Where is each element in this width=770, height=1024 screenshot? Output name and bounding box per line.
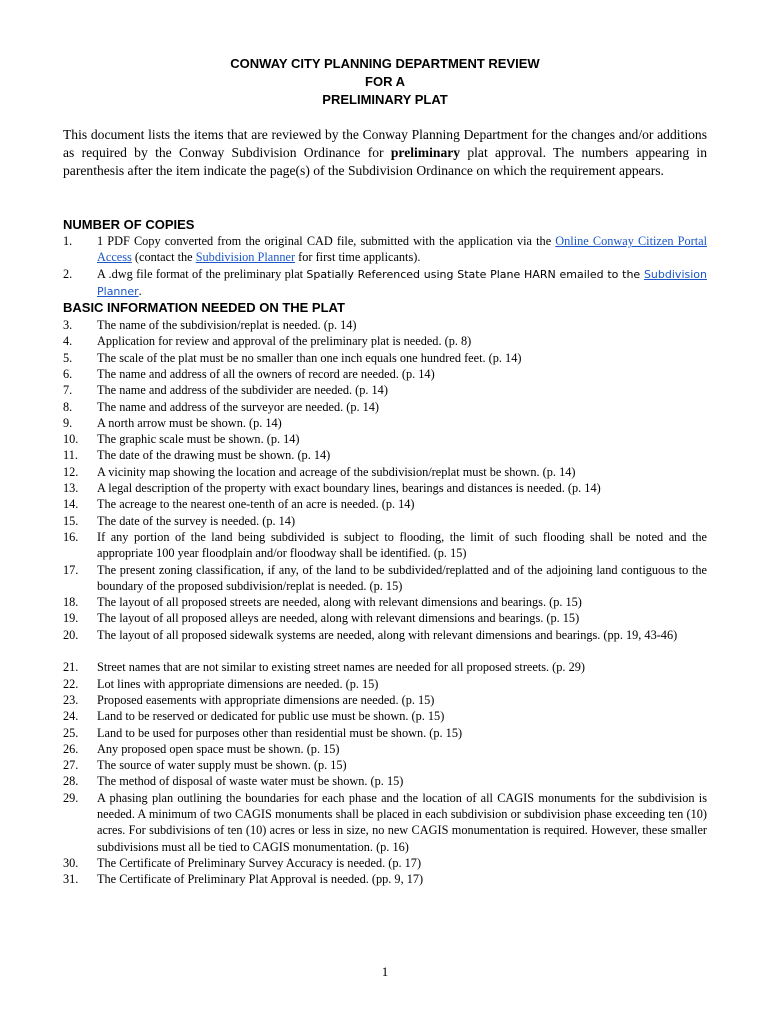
item-text: Lot lines with appropriate dimensions are needed. (p. 15)	[97, 676, 379, 691]
item-text: The date of the drawing must be shown. (p. 14)	[97, 448, 331, 463]
intro-bold-word: preliminary	[390, 145, 461, 160]
item-text: Any proposed open space must be shown. (p. 15)	[97, 741, 340, 756]
item-text: The date of the survey is needed. (p. 14)	[97, 513, 296, 528]
item-text: The name of the subdivision/replat is needed. (p. 14)	[97, 318, 357, 332]
item-number: 13.	[63, 481, 79, 495]
item-number: 12.	[63, 464, 79, 479]
item-number: 6.	[63, 366, 73, 381]
item-text: A vicinity map showing the location and acreage of the subdivision/replat must be shown. (p. 14)	[97, 464, 576, 479]
item-text: A legal description of the property with exact boundary lines, bearings and distances is needed. (p. 14)	[97, 481, 601, 495]
item-text: The method of disposal of waste water must be shown. (p. 15)	[97, 774, 404, 789]
item-text: The present zoning classification, if any, of the land to be subdivided/replatted and of the adjoining land contiguous to the boundary of the proposed subdivision/replat is needed. (p. 15)	[97, 562, 707, 593]
item-text: The name and address of the surveyor are needed. (p. 14)	[97, 399, 380, 414]
item-text-part: A .dwg file format of the preliminary plat	[97, 267, 307, 281]
item-text-part: .	[138, 284, 142, 299]
item-number: 5.	[63, 350, 73, 365]
item-text-part: for first time applicants).	[295, 250, 421, 265]
item-number: 31.	[63, 872, 79, 887]
intro-paragraph	[63, 126, 707, 180]
item-text	[97, 233, 707, 266]
item-text: Application for review and approval of the preliminary plat is needed. (p. 8)	[97, 334, 472, 349]
item-text: Land to be used for purposes other than residential must be shown. (p. 15)	[97, 725, 463, 740]
item-text: Land to be reserved or dedicated for public use must be shown. (p. 15)	[97, 709, 445, 724]
item-text: If any portion of the land being subdivided is subject to flooding, the limit of such flooding shall be noted and the appropriate 100 year floodplain and/or floodway shall be identified. (p. 15)	[97, 529, 707, 561]
subdivision-planner-link[interactable]: Subdivision Planner	[97, 268, 707, 299]
document-title	[0, 55, 770, 109]
item-text: A north arrow must be shown. (p. 14)	[97, 415, 282, 430]
subdivision-planner-link[interactable]: Subdivision Planner	[195, 250, 296, 265]
item-text: The layout of all proposed alleys are needed, along with relevant dimensions and bearings. (p. 15)	[97, 611, 580, 626]
item-text: The graphic scale must be shown. (p. 14)	[97, 432, 300, 447]
item-number: 25.	[63, 725, 79, 740]
item-number: 9.	[63, 415, 73, 430]
item-number: 19.	[63, 611, 79, 626]
item-text: The scale of the plat must be no smaller than one inch equals one hundred feet. (p. 14)	[97, 350, 522, 365]
item-text-part: (contact the	[131, 250, 196, 265]
title-line-2: FOR A	[365, 74, 405, 89]
section-heading-basic: BASIC INFORMATION NEEDED ON THE PLAT	[63, 300, 345, 315]
item-number: 22.	[63, 676, 79, 691]
item-number: 4.	[63, 334, 73, 349]
item-text-part: Spatially Referenced using State Plane HARN emailed to the	[306, 268, 644, 281]
item-number: 15.	[63, 513, 79, 528]
item-text: Proposed easements with appropriate dimensions are needed. (p. 15)	[97, 692, 435, 707]
intro-text-start: This document lists the items that are reviewed by the Conway Planning Department for the changes and/or additions as required by the Conway Subdivision Ordinance for	[63, 127, 707, 160]
item-number: 3.	[63, 318, 73, 332]
item-number: 23.	[63, 692, 79, 707]
item-number: 1.	[63, 234, 73, 248]
item-text: The layout of all proposed sidewalk systems are needed, along with relevant dimensions and bearings. (pp. 19, 43-46)	[97, 627, 678, 642]
section-heading-copies: NUMBER OF COPIES	[63, 217, 195, 232]
item-number: 29.	[63, 790, 79, 805]
item-text: The Certificate of Preliminary Plat Approval is needed. (pp. 9, 17)	[97, 872, 424, 887]
page-number: 1	[381, 964, 389, 979]
item-number: 17.	[63, 562, 79, 577]
item-text: The acreage to the nearest one-tenth of an acre is needed. (p. 14)	[97, 497, 415, 512]
item-number: 28.	[63, 774, 79, 789]
item-text-part: 1 PDF Copy converted from the original CAD file, submitted with the application via the	[97, 234, 556, 248]
item-number: 27.	[63, 758, 79, 773]
item-text: The name and address of all the owners of record are needed. (p. 14)	[97, 366, 435, 381]
item-number: 18.	[63, 595, 79, 610]
item-text: A phasing plan outlining the boundaries for each phase and the location of all CAGIS monuments for the subdivision is needed. A minimum of two CAGIS monuments shall be placed in each subdivision or subdivision phase exceeding ten (10) acres. For subdivisions of ten (10) acres or less in size, no new CAGIS monumentation is required. However, these smaller subdivisions must all be tied to CAGIS monumentation. (p. 16)	[97, 790, 707, 854]
intro-text-end: plat approval. The numbers appearing in parenthesis after the item indicate the page(s) of the Subdivision Ordinance on which the requirement appears.	[63, 145, 708, 178]
item-text: The name and address of the subdivider are needed. (p. 14)	[97, 383, 388, 398]
item-number: 11.	[63, 448, 78, 463]
item-number: 10.	[63, 432, 79, 447]
item-number: 2.	[63, 267, 73, 281]
item-number: 7.	[63, 383, 73, 398]
item-text: Street names that are not similar to existing street names are needed for all proposed streets. (p. 29)	[97, 660, 585, 675]
title-line-3: PRELIMINARY PLAT	[322, 92, 448, 107]
item-text: The Certificate of Preliminary Survey Accuracy is needed. (p. 17)	[97, 855, 422, 870]
item-number: 8.	[63, 399, 73, 414]
item-number: 30.	[63, 855, 79, 870]
online-portal-link[interactable]: Online Conway Citizen Portal Access	[97, 234, 707, 265]
item-text: The source of water supply must be shown. (p. 15)	[97, 758, 347, 773]
title-line-1: CONWAY CITY PLANNING DEPARTMENT REVIEW	[230, 56, 540, 71]
item-number: 24.	[63, 709, 79, 724]
item-number: 16.	[63, 529, 79, 544]
item-text	[97, 266, 707, 301]
item-number: 21.	[63, 660, 79, 675]
item-number: 14.	[63, 497, 79, 512]
item-number: 26.	[63, 741, 79, 756]
item-text: The layout of all proposed streets are needed, along with relevant dimensions and bearings. (p. 15)	[97, 595, 582, 610]
item-number: 20.	[63, 627, 79, 642]
